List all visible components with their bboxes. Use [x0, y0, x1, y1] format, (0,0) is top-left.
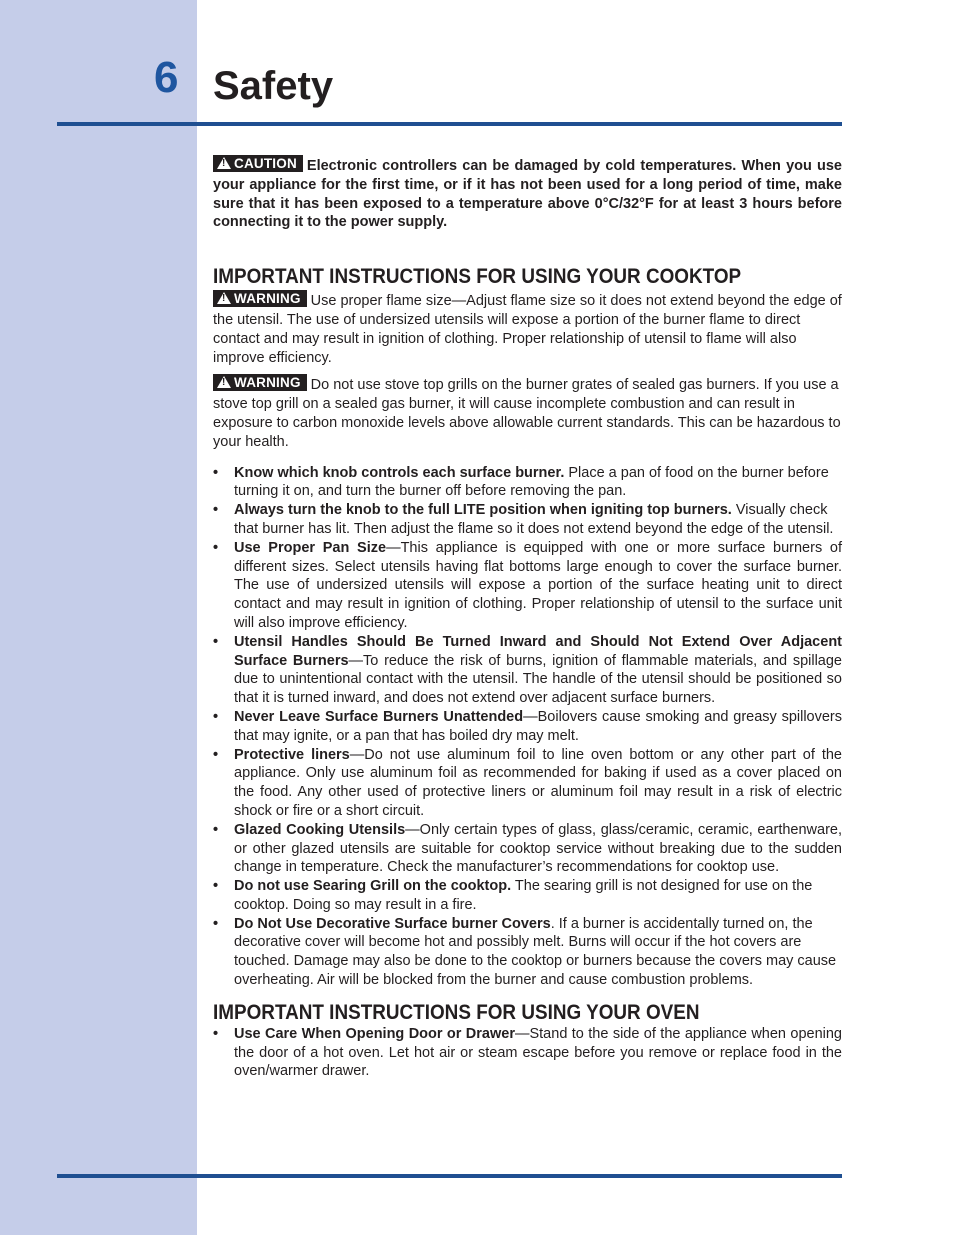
bullet-icon: •	[213, 746, 219, 763]
list-item: • Use Care When Opening Door or Drawer—Stand to the side of the appliance when opening the door of a hot oven. Let hot air or steam escape before you remove or replace food in the oven/warmer drawer.	[213, 1025, 842, 1080]
bullet-icon: •	[213, 1025, 219, 1042]
warning-paragraph	[213, 292, 842, 367]
warning-triangle-icon	[217, 376, 231, 388]
bullet-icon: •	[213, 502, 219, 519]
page-title: Safety	[213, 64, 334, 108]
oven-heading: IMPORTANT INSTRUCTIONS FOR USING YOUR OVEN	[213, 1000, 700, 1024]
cooktop-heading: IMPORTANT INSTRUCTIONS FOR USING YOUR COOKTOP	[213, 265, 742, 289]
warning-triangle-icon	[217, 157, 231, 169]
warning-badge: !WARNING	[213, 374, 307, 391]
page-content	[213, 157, 842, 1081]
warning-text: Do not use stove top grills on the burner grates of sealed gas burners. If you use a stove top grill on a sealed gas burner, it will cause incomplete combustion and can result in exposure to carbon monoxide levels above allowable current standards. This can be hazardous to your health.	[213, 377, 841, 450]
bullet-icon: •	[213, 539, 219, 556]
list-item: • Protective liners—Do not use aluminum foil to line oven bottom or any other part of the appliance. Only use aluminum foil as recommended for baking if used as a cover placed on the food. Any other used of protective liners or aluminum foil may result in a risk of electric shock or fire or a short circuit.	[213, 746, 842, 819]
bullet-icon: •	[213, 708, 219, 725]
sidebar-band	[0, 0, 197, 1235]
cooktop-bullet-list	[213, 464, 842, 990]
list-item: • Never Leave Surface Burners Unattended—Boilovers cause smoking and greasy spillovers that may ignite, or a pan that has boiled dry may melt.	[213, 708, 842, 744]
list-item: • Glazed Cooking Utensils—Only certain types of glass, glass/ceramic, ceramic, earthenware, or other glazed utensils are suitable for cooktop service without breaking due to the sudden change in temperature. Check the manufacturer’s recommendations for cooktop use.	[213, 821, 843, 876]
caution-badge: !CAUTION	[213, 155, 303, 172]
warning-triangle-icon	[217, 292, 231, 304]
bullet-icon: •	[213, 464, 219, 481]
caution-paragraph	[213, 157, 842, 232]
bullet-icon: •	[213, 821, 219, 838]
bullet-icon: •	[213, 915, 219, 932]
warning-badge: !WARNING	[213, 290, 307, 307]
bullet-icon: •	[213, 878, 219, 895]
list-item: • Know which knob controls each surface burner. Place a pan of food on the burner before turning it on, and turn the burner off before removing the pan.	[213, 464, 829, 500]
warning-paragraph	[213, 376, 842, 451]
list-item: • Use Proper Pan Size—This appliance is equipped with one or more surface burners of different sizes. Select utensils having flat bottoms large enough to cover the surface burner. The use of undersized utensils will expose a portion of the surface heating unit to direct contact and may result in ignition of clothing. Proper relationship of utensil to the surface unit will also improve efficiency.	[213, 539, 842, 631]
caution-text: Electronic controllers can be damaged by cold temperatures. When you use your appliance for the first time, or if it has not been used for a long period of time, make sure that it has been exposed to a temperature above 0°C/32°F for at least 3 hours before connecting it to the power supply.	[213, 158, 842, 231]
oven-bullet-list	[213, 1025, 842, 1081]
page-number: 6	[154, 53, 179, 102]
list-item: • Always turn the knob to the full LITE position when igniting top burners. Visually check that burner has lit. Then adjust the flame so it does not extend beyond the edge of the utensil.	[213, 502, 834, 537]
list-item: • Do not use Searing Grill on the cooktop. The searing grill is not designed for use on the cooktop. Doing so may result in a fire.	[213, 878, 813, 913]
top-rule	[57, 122, 842, 126]
bottom-rule	[57, 1174, 842, 1178]
bullet-icon: •	[213, 633, 219, 650]
list-item: • Do Not Use Decorative Surface burner Covers. If a burner is accidentally turned on, the decorative cover will become hot and possibly melt. Burns will occur if the hot covers are touched. Damage may also be done to the cooktop or burners because the covers may cause overheating. Air will be blocked from the burner and cause combustion problems.	[213, 915, 837, 989]
list-item: • Utensil Handles Should Be Turned Inward and Should Not Extend Over Adjacent Surface Burners—To reduce the risk of burns, ignition of flammable materials, and spillage due to unintentional contact with the utensil. The handle of the utensil should be positioned so that it is turned inward, and does not extend over adjacent surface burners.	[213, 633, 842, 707]
warning-text: Use proper flame size—Adjust flame size so it does not extend beyond the edge of the utensil. The use of undersized utensils will expose a portion of the burner flame to direct contact and may result in ignition of clothing. Proper relationship of utensil to flame will also improve efficiency.	[213, 293, 842, 366]
